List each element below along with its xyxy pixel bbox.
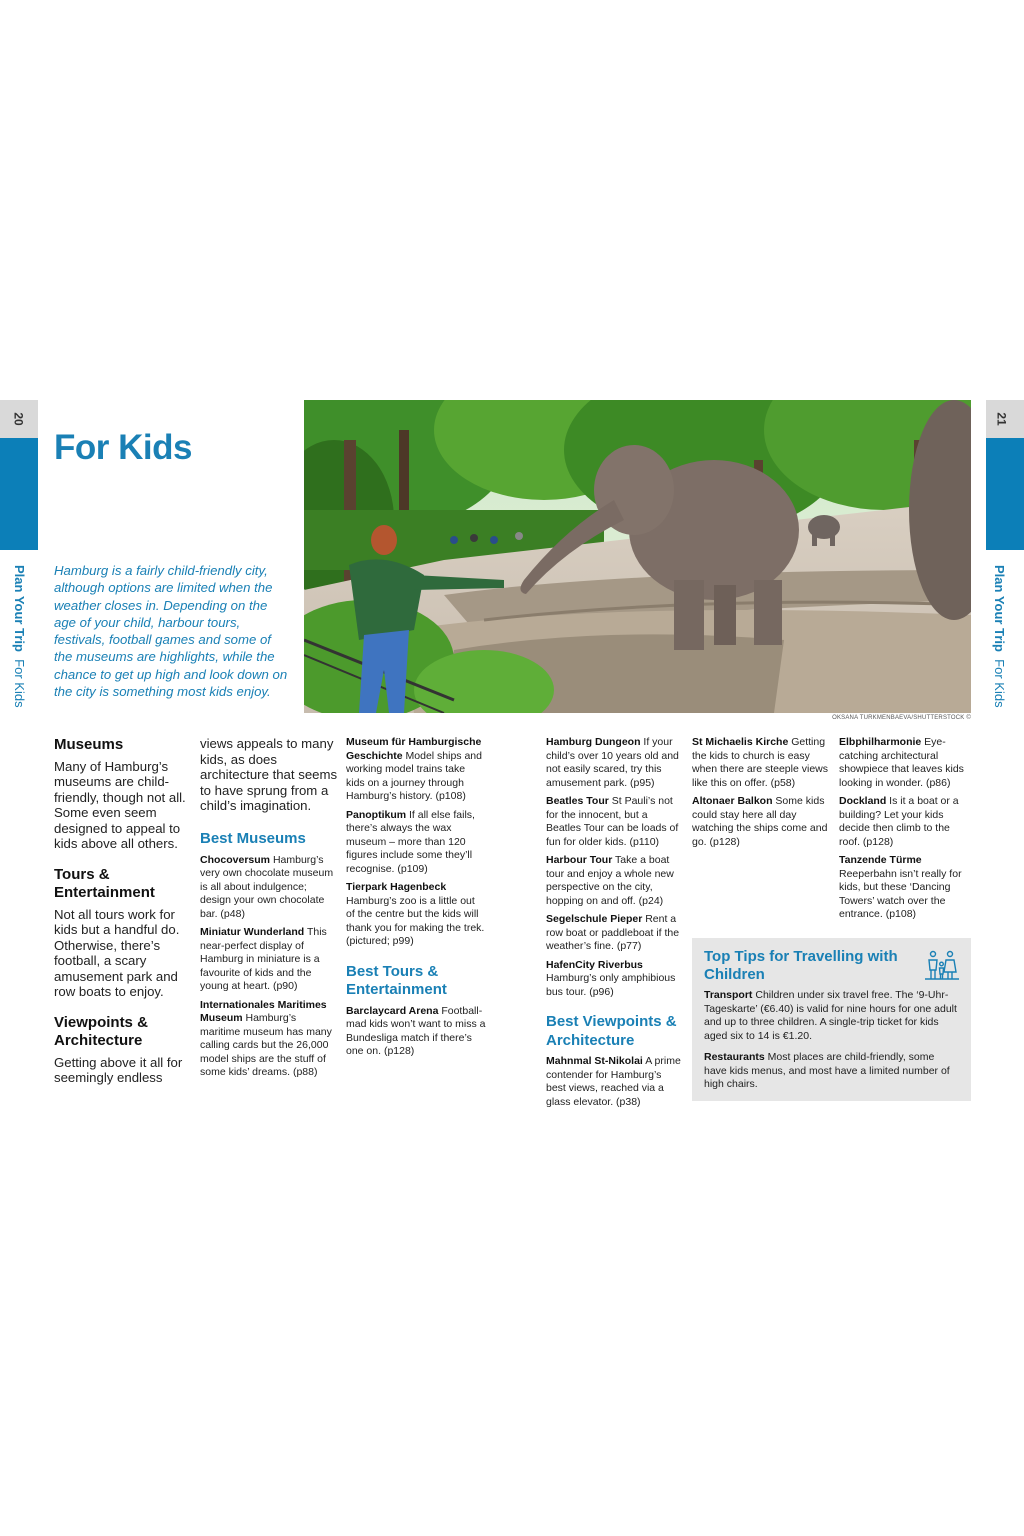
column-3 <box>346 736 486 1064</box>
list-item: Harbour Tour Take a boat tour and enjoy a whole new perspective on the city, hopping on and off. (p24) <box>546 854 674 907</box>
list-item: Dockland Is it a boat or a building? Let your kids decide then climb to the roof. (p128) <box>839 795 959 848</box>
list-item: Elbphilharmonie Eye-catching architectural showpiece that leaves kids looking in wonder. (p86) <box>839 736 964 789</box>
left-page-number: 20 <box>11 412 26 426</box>
best-museums-column <box>200 816 338 1085</box>
tip-restaurants: Restaurants Most places are child-friendly, some have kids menus, and most have a limited number of high chairs. <box>704 1051 950 1090</box>
right-running-head: Plan Your Trip For Kids <box>992 565 1007 708</box>
page-title: For Kids <box>54 428 192 467</box>
family-icon <box>925 950 959 980</box>
list-item: Beatles Tour St Pauli’s not for the innocent, but a Beatles Tour can be loads of fun for older kids. (p110) <box>546 795 679 848</box>
left-chapter-tab <box>0 438 38 550</box>
top-tips-heading: Top Tips for Travelling with Children <box>704 948 898 983</box>
list-item: Miniatur Wunderland This near-perfect display of Hamburg in miniature is a favourite of kids and the young at heart. (p90) <box>200 926 327 992</box>
column-5 <box>692 736 828 854</box>
list-item: Altonaer Balkon Some kids could stay here all day watching the ships come and go. (p128) <box>692 795 828 848</box>
tip-transport: Transport Children under six travel free. The ‘9-Uhr-Tageskarte’ (€6.40) is valid for nine hours for one adult and up to three children. A single-trip ticket for kids aged six to 14 is €1.20. <box>704 989 957 1042</box>
list-item: Mahnmal St-Nikolai A prime contender for Hamburg’s best views, reached via a glass elevator. (p38) <box>546 1055 681 1108</box>
museums-text: Many of Hamburg’s museums are child-friendly, though not all. Some even seem designed to appeal to kids above all others. <box>54 758 186 851</box>
best-viewpoints-heading: Best Viewpoints & Architecture <box>546 1013 677 1049</box>
best-museums-heading: Best Museums <box>200 830 306 847</box>
column-6 <box>839 736 973 927</box>
list-item: Internationales Maritimes Museum Hamburg’s maritime museum has many calling cards but the 26,000 model ships are the stuff of some kids’ dreams. (p88) <box>200 998 332 1078</box>
list-item: Tierpark Hagenbeck Hamburg’s zoo is a little out of the centre but the kids will thank you for making the trek. (pictured; p99) <box>346 881 485 947</box>
best-tours-heading: Best Tours & Entertainment <box>346 962 447 998</box>
elephant-feeding-photo <box>304 400 971 713</box>
list-item: Museum für Hamburgische Geschichte Model ships and working model trains take kids on a journey through Hamburg’s history. (p108) <box>346 736 482 802</box>
tours-heading: Tours & Entertainment <box>54 865 155 901</box>
right-page-number: 21 <box>994 412 1009 426</box>
list-item: St Michaelis Kirche Getting the kids to church is easy when there are steeple views like this on offer. (p58) <box>692 736 828 789</box>
list-item: Panoptikum If all else fails, there’s always the wax museum – more than 120 figures include some they’ll recognise. (p109) <box>346 808 475 875</box>
list-item: Barclaycard Arena Football-mad kids won’t want to miss a Bundesliga match if there’s one on. (p128) <box>346 1004 486 1057</box>
top-tips-box <box>692 938 971 1101</box>
left-running-head: Plan Your Trip For Kids <box>12 565 27 708</box>
list-item: Chocoversum Hamburg’s very own chocolate museum is all about indulgence; design your own chocolate bar. (p48) <box>200 853 334 920</box>
viewpoints-heading: Viewpoints & Architecture <box>54 1013 148 1049</box>
viewpoints-text: Getting above it all for seemingly endless <box>54 1054 183 1085</box>
list-item: Hamburg Dungeon If your child’s over 10 years old and not easily scared, try this amusement park. (p95) <box>546 736 679 789</box>
column-4 <box>546 736 682 1114</box>
viewpoints-text-continued: views appeals to many kids, as does architecture that seems to have sprung from a child’s imagination. <box>200 736 338 813</box>
intro-text: Hamburg is a fairly child-friendly city, although options are limited when the weather closes in. Depending on the age of your child, harbour tours, festivals, football games and some of the museums are highlights, while the chance to get up high and look down on the city is something most kids enjoy. <box>54 563 288 700</box>
tours-text: Not all tours work for kids but a handful do. Otherwise, there’s football, a scary amusement park and row boats to enjoy. <box>54 906 180 999</box>
list-item: Segelschule Pieper Rent a row boat or paddleboat if the weather’s fine. (p77) <box>546 913 680 952</box>
right-chapter-tab <box>986 438 1024 550</box>
museums-heading: Museums <box>54 736 124 753</box>
list-item: HafenCity Riverbus Hamburg’s only amphibious bus tour. (p96) <box>546 958 676 998</box>
photo-credit: OKSANA TURKMENBAEVA/SHUTTERSTOCK © <box>832 715 971 721</box>
intro-column-2 <box>200 736 338 814</box>
intro-column-1 <box>54 736 190 1100</box>
list-item: Tanzende Türme Reeperbahn isn’t really for kids, but these ‘Dancing Towers’ watch over the entrance. (p108) <box>839 854 962 920</box>
